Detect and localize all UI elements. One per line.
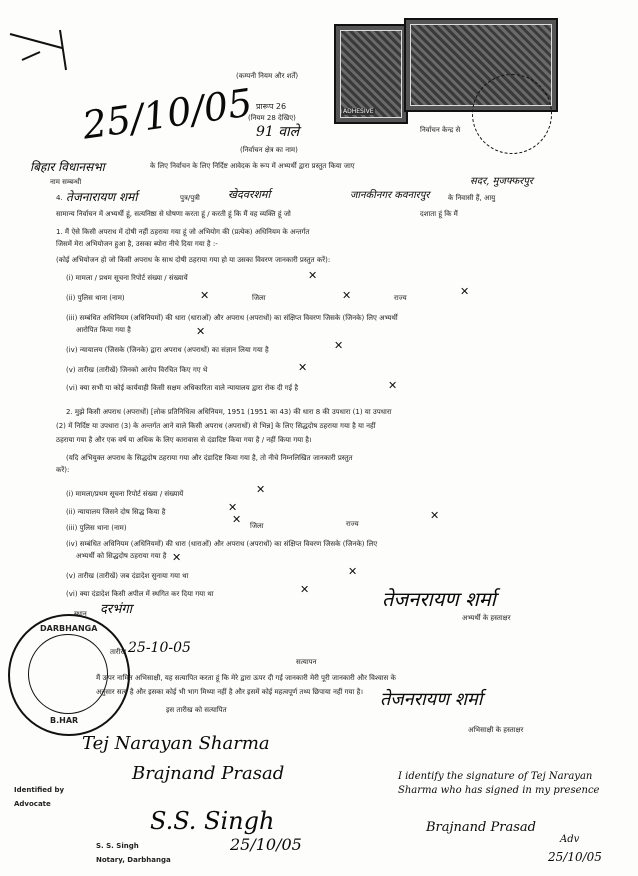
printed-advocate: Advocate xyxy=(14,800,51,808)
para2-line-4: (यदि अभियुक्त अपराध के सिद्धदोष ठहराया गया और दंडादिष्ट किया गया है, तो नीचे निम्नलिखित जानकारी प्रस्तुत xyxy=(66,454,353,462)
para2-line-5: करें): xyxy=(56,466,70,474)
seal-text-top: DARBHANGA xyxy=(40,624,98,633)
schedule-note: (कम्पनी नियम और शर्तें) xyxy=(236,72,299,80)
handwritten-footer-date: 25/10/05 xyxy=(230,835,302,854)
para2-item-2: (ii) न्यायालय जिसने दोष सिद्ध किया है xyxy=(66,508,166,516)
verification-line-3: इस तारीख को सत्यापित xyxy=(166,706,227,714)
handwritten-advocate-name: Brajnand Prasad xyxy=(132,763,285,784)
handwritten-number-top: 91 वाले xyxy=(256,124,300,140)
identifier-role: Adv xyxy=(560,834,580,845)
cross-mark: ✕ xyxy=(298,361,308,374)
candidate-signature: तेजनरायण शर्मा xyxy=(382,587,496,611)
cross-mark: ✕ xyxy=(334,339,344,352)
para2-item-4: (iv) सम्बंधित अधिनियम (अधिनियमों) की धारा (धाराओं) और अपराध (अपराधों) का संक्षिप्त विवरण जिसके (जिनके) लिए xyxy=(66,540,378,548)
form-number: प्रारूप 26 xyxy=(256,102,287,111)
stamp-cancel-seal xyxy=(472,74,552,154)
handwritten-father-name: खेदवरशर्मा xyxy=(228,188,271,201)
stamp-adhesive-label: ADHESIVE xyxy=(343,108,374,115)
para1-item-1: (i) मामला / प्रथम सूचना रिपोर्ट संख्या / संख्यायें xyxy=(66,274,188,282)
para2-item-5: (v) तारीख (तारीखें) जब दंडादेश सुनाया गया था xyxy=(66,572,189,580)
para2-label-district: जिला xyxy=(250,522,264,530)
cross-mark: ✕ xyxy=(232,513,242,526)
identification-note: I identify the signature of Tej Narayan Sharma who has signed in my presence xyxy=(398,771,600,796)
para1-item-2: (ii) पुलिस थाना (नाम) xyxy=(66,294,125,302)
cross-mark: ✕ xyxy=(308,269,318,282)
cross-mark: ✕ xyxy=(172,551,182,564)
para2-item-6: (vi) क्या दंडादेश किसी अपील में स्थगित कर दिया गया था xyxy=(66,590,214,598)
cross-mark: ✕ xyxy=(460,285,470,298)
cross-mark: ✕ xyxy=(200,289,210,302)
candidate-signature-caption: अभ्यर्थी के हस्ताक्षर xyxy=(462,614,511,622)
verification-line-1: मैं ऊपर नामित अभिसाक्षी, यह सत्यापित करता हूं कि मेरे द्वारा ऊपर दी गई जानकारी मेरी पूरी जानकारी और विश्वास के xyxy=(96,674,396,682)
date-label: तारीख xyxy=(110,648,127,656)
para1-line-1: 1. मैं ऐसे किसी अपराध में दोषी नहीं ठहराया गया हूं जो अभियोग की (प्रत्येक) अधिनियम के अन्तर्गत xyxy=(56,228,310,236)
cross-mark: ✕ xyxy=(342,289,352,302)
intro-line-3: सामान्य निर्वाचन में अभ्यर्थी हूं, सत्यनिष्ठा से घोषणा करता हूं / करती हूं कि मैं वह व्यक्ति हूं जो xyxy=(56,210,291,218)
intro-line-2-mid: पुत्र/पुत्री xyxy=(180,194,200,202)
para2-item-3: (iii) पुलिस थाना (नाम) xyxy=(66,524,127,532)
cross-mark: ✕ xyxy=(228,501,238,514)
cross-mark: ✕ xyxy=(256,483,266,496)
printed-notary-sub: Notary, Darbhanga xyxy=(96,856,171,864)
verification-title: सत्यापन xyxy=(296,658,317,666)
para2-line-3: ठहराया गया है और एक वर्ष या अधिक के लिए कारावास से दंडादिष्ट किया गया है / नहीं किया गया है। xyxy=(56,436,312,444)
stamp-note: निर्वाचन केन्द्र से xyxy=(420,126,461,134)
handwritten-address: जानकीनगर कवनारपुर xyxy=(350,190,430,201)
para1-label-district: जिला xyxy=(252,294,266,302)
para2-line-2: (2) में निर्दिष्ट या उपधारा (3) के अन्तर्गत आने वाले किसी अपराध (अपराधों) से भिन्न] के लिए सिद्धदोष ठहराया गया है या नहीं xyxy=(56,422,376,430)
handwritten-candidate-name: तेजनारायण शर्मा xyxy=(66,190,138,204)
para2-item-4b: अभ्यर्थी को सिद्धदोष ठहराया गया है xyxy=(76,552,167,560)
stamp-pattern xyxy=(340,30,402,118)
cross-mark: ✕ xyxy=(196,325,206,338)
handwritten-place: दरभंगा xyxy=(100,602,133,617)
handwritten-english-name: Tej Narayan Sharma xyxy=(82,733,270,754)
place-label: स्थान xyxy=(74,610,87,618)
verification-signature: तेजनरायण शर्मा xyxy=(380,689,483,710)
intro-caption-name: नाम सम्बन्धी xyxy=(50,178,82,186)
handwritten-date: 25-10-05 xyxy=(128,640,191,656)
seal-text-bottom: B.HAR xyxy=(50,716,79,725)
para1-line-3: (कोई अभियोजन हो जो किसी अपराध के साथ दोषी ठहराया गया हो या उसका विवरण जानकारी प्रस्तुत करें): xyxy=(56,256,331,264)
cross-mark: ✕ xyxy=(348,565,358,578)
printed-identified: Identified by xyxy=(14,786,65,794)
para1-line-2: जिसमें मेरा अभियोजन हुआ है, उसका ब्योरा नीचे दिया गया है :- xyxy=(56,240,218,248)
intro-line-2-right: के निवासी हैं, आयु xyxy=(448,194,496,202)
form-description: (निर्वाचन क्षेत्र का नाम) xyxy=(240,146,298,154)
para2-line-1: 2. मुझे किसी अपराध (अपराधों) [लोक प्रतिनिधित्व अधिनियम, 1951 (1951 का 43) की धारा 8 की उपधारा (1) या उपधारा xyxy=(66,408,392,416)
cross-mark: ✕ xyxy=(300,583,310,596)
cross-mark: ✕ xyxy=(388,379,398,392)
verification-line-2: अनुसार सत्य है और इसका कोई भी भाग मिथ्या नहीं है और इसमें कोई महत्वपूर्ण तथ्य छिपाया नहीं गया है। xyxy=(96,688,364,696)
intro-line-3-right: दशाता हूं कि मैं xyxy=(420,210,458,218)
para1-item-3: (iii) सम्बंधित अधिनियम (अधिनियमों) की धारा (धाराओं) और अपराध (अपराधों) का संक्षिप्त विवरण जिसके (जिनके) लिए अभ्यर्थी xyxy=(66,314,398,322)
verification-signature-caption: अभिसाक्षी के हस्ताक्षर xyxy=(468,726,524,734)
revenue-stamp-left xyxy=(334,24,408,124)
handwritten-constituency: बिहार विधानसभा xyxy=(30,160,105,174)
para2-item-1: (i) मामला/प्रथम सूचना रिपोर्ट संख्या / संख्यायें xyxy=(66,490,184,498)
handwritten-district: सदर, मुजफ्फरपुर xyxy=(470,176,534,187)
identifier-date: 25/10/05 xyxy=(548,850,602,864)
identifier-signature: Brajnand Prasad xyxy=(426,820,536,835)
form-subtitle: (नियम 28 देखिए) xyxy=(248,114,296,122)
para1-item-3b: आरोपित किया गया है xyxy=(76,326,131,334)
top-scribble xyxy=(0,26,90,76)
cross-mark: ✕ xyxy=(430,509,440,522)
notary-signature: S.S. Singh xyxy=(150,807,275,835)
intro-line-1: के लिए निर्वाचन के लिए निर्दिष्ट आवेदक के रूप में अभ्यर्थी द्वारा प्रस्तुत किया जाए xyxy=(150,162,355,170)
printed-notary: S. S. Singh xyxy=(96,842,139,850)
para1-label-state: राज्य xyxy=(394,294,407,302)
para1-conclusion: (vi) क्या सभी या कोई कार्यवाही किसी सक्षम अधिकारिता वाले न्यायालय द्वारा रोक दी गई है xyxy=(66,384,299,392)
intro-marker: 4. xyxy=(56,194,63,202)
para2-label-state: राज्य xyxy=(346,520,359,528)
para1-item-5: (v) तारीख (तारीखें) जिनको आरोप विरचित किए गए थे xyxy=(66,366,208,374)
para1-item-4: (iv) न्यायालय (जिसके (जिनके) द्वारा अपराध (अपराधों) का संज्ञान लिया गया है xyxy=(66,346,269,354)
handwritten-date-top: 25/10/05 xyxy=(79,80,255,148)
